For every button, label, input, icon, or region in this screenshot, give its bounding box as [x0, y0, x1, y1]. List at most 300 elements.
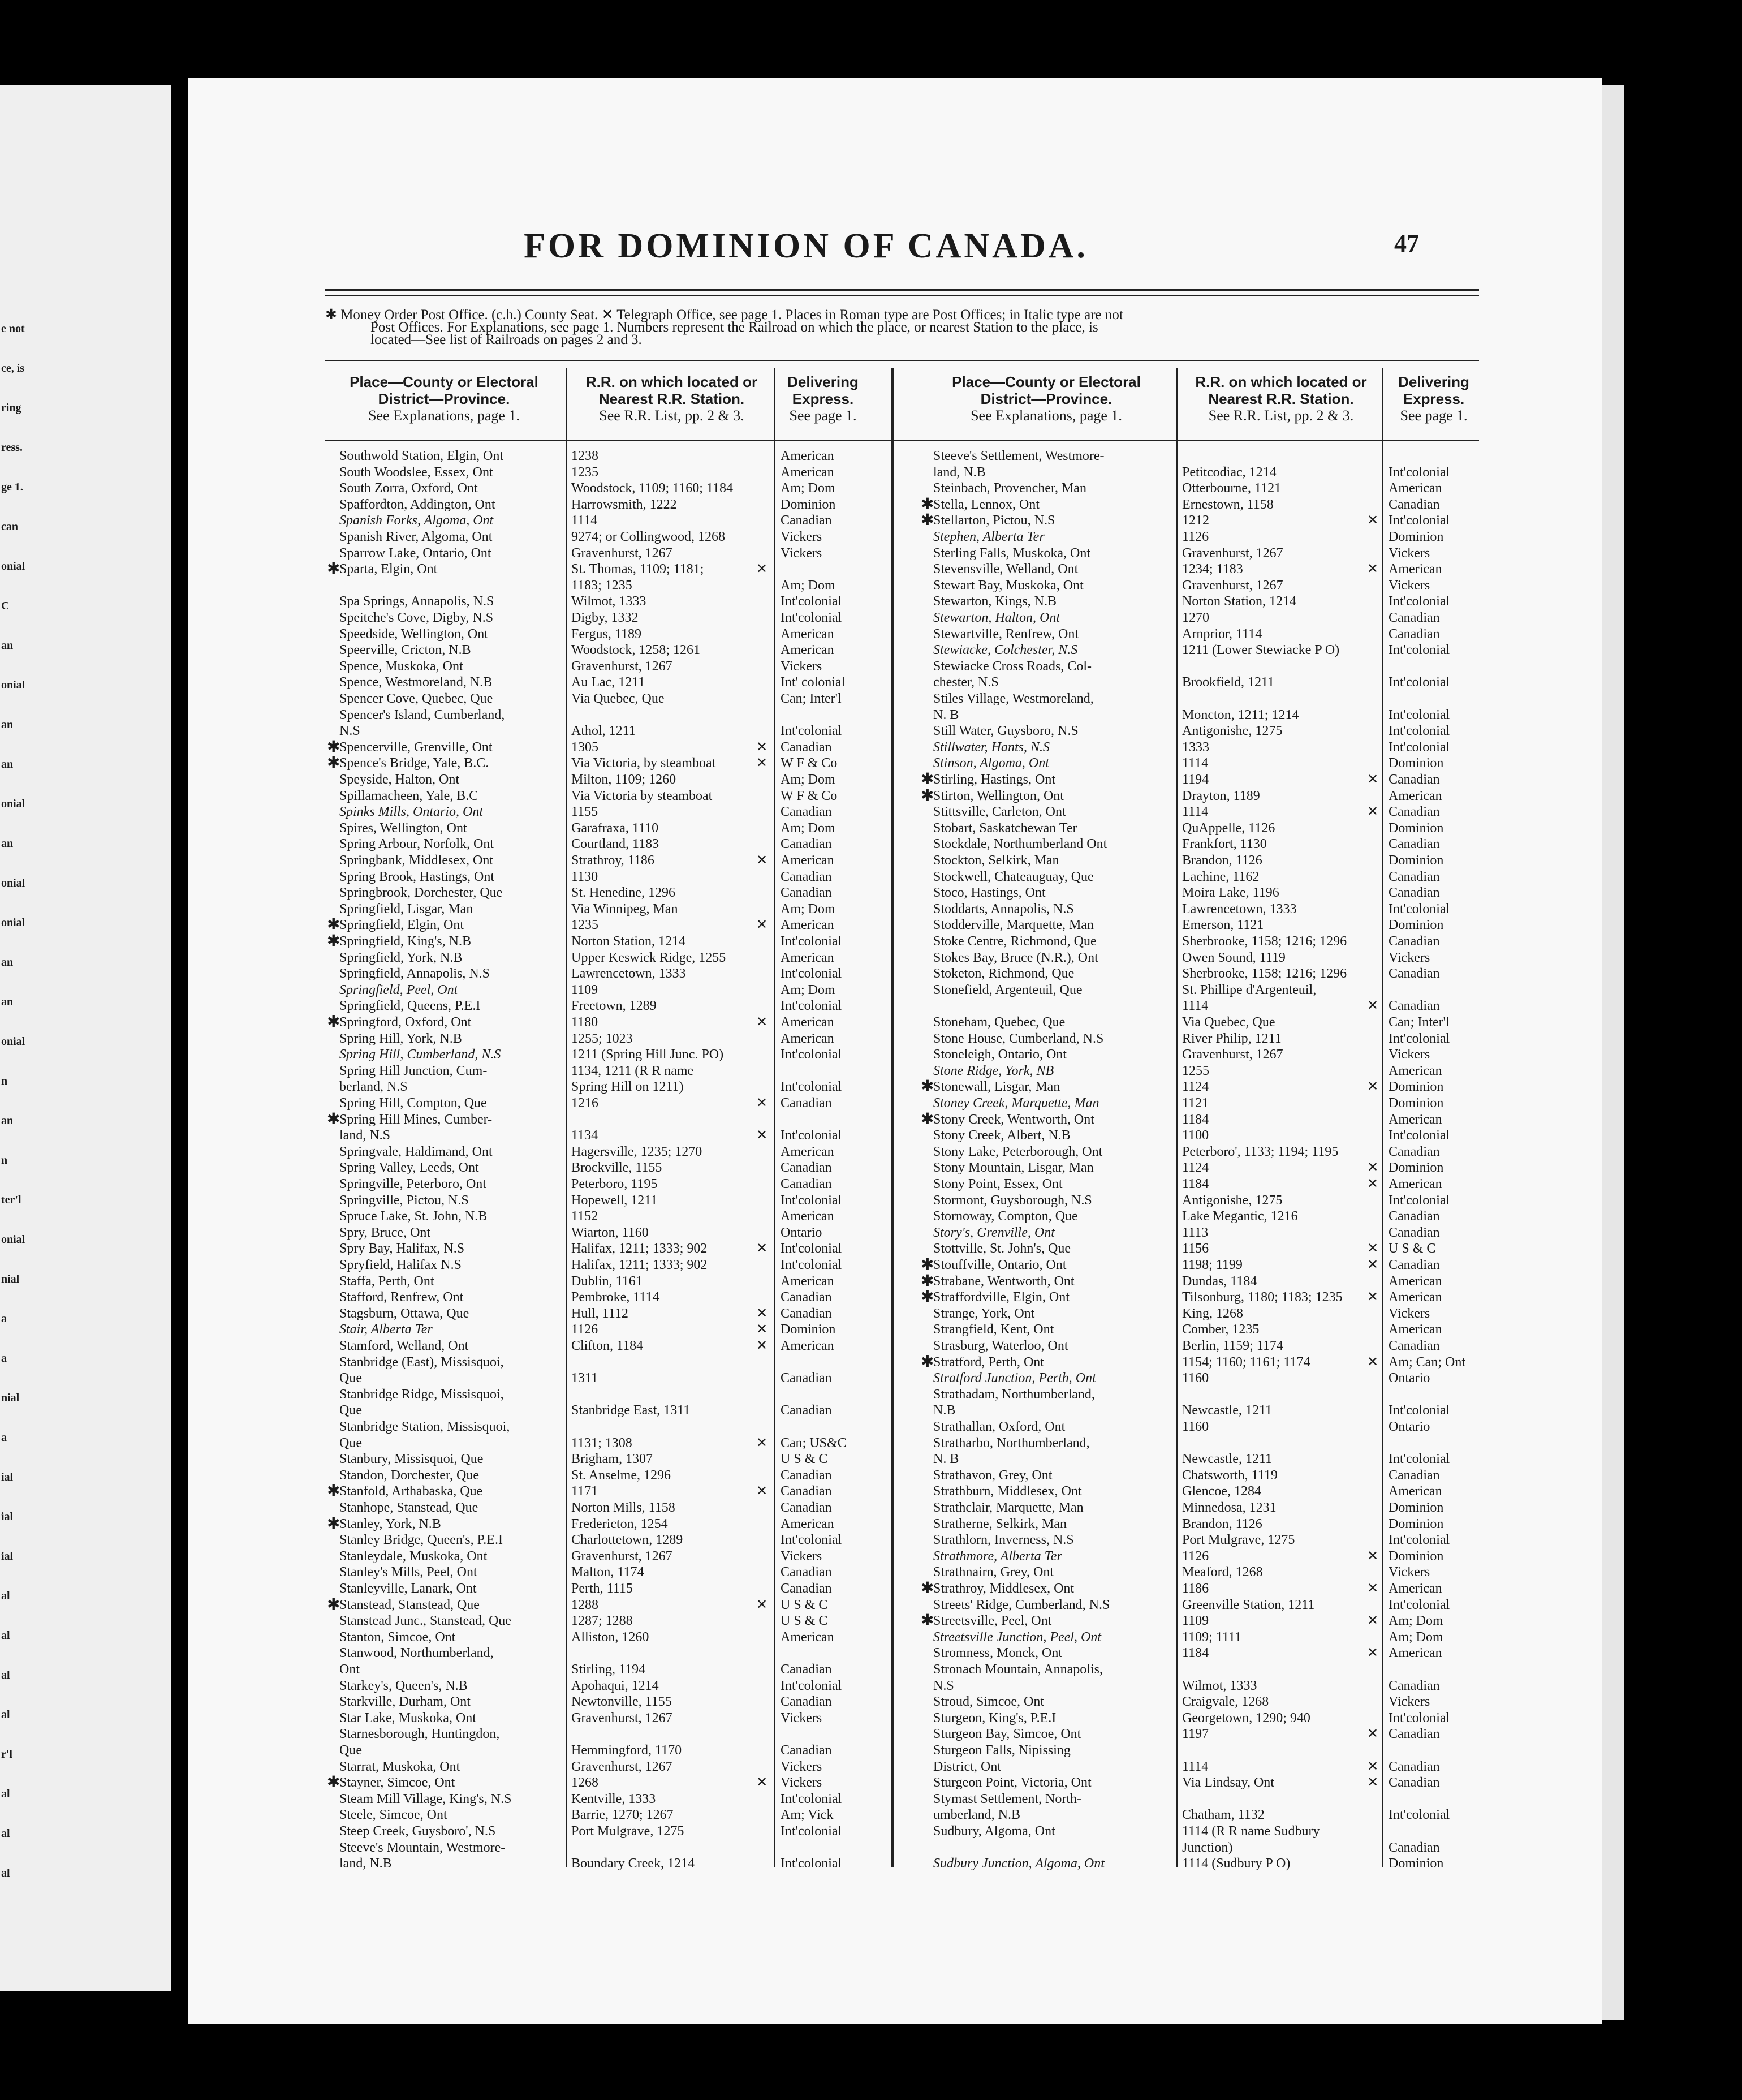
express-cell: Int'colonial: [781, 934, 842, 949]
express-cell: American: [781, 1209, 834, 1224]
table-row: [327, 1482, 879, 1500]
table-row: [327, 1595, 879, 1613]
express-cell: Canadian: [781, 1160, 832, 1176]
money-order-star-icon: ✱: [921, 511, 934, 530]
express-cell: American: [781, 1144, 834, 1159]
rr-cell: 1126: [571, 1322, 598, 1337]
express-cell: Dominion: [781, 497, 836, 512]
express-header-title: Delivering: [1398, 373, 1469, 390]
express-cell: Ontario: [1389, 1371, 1430, 1386]
right-express-header: [1386, 373, 1482, 424]
rr-cell: Hagersville, 1235; 1270: [571, 1144, 702, 1159]
telegraph-x-icon: ✕: [756, 1015, 768, 1030]
place-cell: N.S: [933, 1678, 954, 1693]
left-page-fragment: onial: [1, 560, 25, 573]
telegraph-x-icon: ✕: [1367, 1079, 1379, 1095]
left-rr-header: [568, 373, 775, 424]
place-cell: chester, N.S: [933, 675, 999, 690]
rr-cell: 1270: [1182, 610, 1209, 625]
place-cell: land, N.B: [339, 1856, 392, 1871]
legend: [325, 309, 1479, 346]
express-cell: Int' colonial: [781, 675, 846, 690]
place-cell: Spencerville, Grenville, Ont: [339, 739, 493, 755]
rr-cell: 1114 (Sudbury P O): [1182, 1856, 1291, 1871]
table-row: [921, 786, 1485, 804]
place-cell: Stoneleigh, Ontario, Ont: [933, 1047, 1067, 1062]
rr-cell: 1183; 1235: [571, 578, 632, 593]
express-cell: U S & C: [781, 1452, 828, 1467]
place-cell: Steeve's Mountain, Westmore-: [339, 1840, 506, 1855]
place-cell: Spring Hill, York, N.B: [339, 1031, 462, 1046]
place-cell: Spencer Cove, Quebec, Que: [339, 691, 493, 706]
rr-cell: Clifton, 1184: [571, 1339, 644, 1353]
place-cell: Stormont, Guysborough, N.S: [933, 1193, 1092, 1208]
rr-cell: 1160: [1182, 1419, 1209, 1434]
rr-cell: Gravenhurst, 1267: [571, 1548, 672, 1564]
place-cell: Spring Brook, Hastings, Ont: [339, 869, 495, 884]
telegraph-x-icon: ✕: [756, 1339, 768, 1353]
rr-cell: Newtonville, 1155: [571, 1694, 672, 1710]
left-page-fragment: al: [1, 1788, 10, 1800]
table-row: [933, 1193, 1485, 1208]
place-cell: Steinbach, Provencher, Man: [933, 481, 1086, 496]
place-cell: Springfield, Annapolis, N.S: [339, 966, 490, 982]
rr-cell: Chatham, 1132: [1182, 1808, 1265, 1823]
rr-cell: Port Mulgrave, 1275: [1182, 1533, 1295, 1548]
express-cell: Int'colonial: [1389, 1128, 1450, 1143]
telegraph-x-icon: ✕: [1367, 1759, 1379, 1774]
express-cell: Int'colonial: [781, 610, 842, 625]
express-cell: Canadian: [781, 1468, 832, 1483]
express-cell: Canadian: [781, 513, 832, 528]
rr-cell: 1152: [571, 1209, 598, 1224]
express-cell: Int'colonial: [1389, 643, 1450, 658]
left-page-fragment: r'l: [1, 1748, 12, 1761]
place-header-sub: See Explanations, page 1.: [971, 407, 1122, 424]
rr-cell: 1171: [571, 1484, 598, 1499]
left-page-fragment: a: [1, 1352, 7, 1365]
money-order-star-icon: ✱: [921, 786, 934, 804]
express-cell: Dominion: [1389, 1500, 1444, 1515]
rr-cell: Norton Station, 1214: [571, 934, 685, 949]
place-cell: Sudbury Junction, Algoma, Ont: [933, 1856, 1105, 1871]
rr-cell: Antigonishe, 1275: [1182, 724, 1283, 739]
table-row: [933, 1435, 1485, 1451]
table-row: [933, 1176, 1485, 1192]
table-row: [933, 642, 1485, 658]
rr-cell: 1134: [571, 1128, 598, 1143]
place-cell: Strange, York, Ont: [933, 1306, 1035, 1321]
telegraph-x-icon: ✕: [756, 1435, 768, 1451]
place-cell: Steam Mill Village, King's, N.S: [339, 1791, 512, 1806]
table-row: [933, 950, 1485, 966]
express-cell: Canadian: [781, 1581, 832, 1596]
rr-cell: King, 1268: [1182, 1306, 1243, 1321]
rr-cell: Wilmot, 1333: [1182, 1678, 1257, 1693]
table-row: [339, 1322, 879, 1337]
place-cell: Strathavon, Grey, Ont: [933, 1468, 1053, 1483]
express-cell: American: [1389, 1063, 1442, 1078]
table-row: [921, 1288, 1485, 1306]
express-cell: W F & Co: [781, 756, 838, 771]
rr-cell: Via Victoria, by steamboat: [571, 756, 716, 771]
express-cell: Canadian: [1389, 1775, 1440, 1791]
money-order-star-icon: ✱: [327, 1514, 340, 1533]
rr-cell: Gravenhurst, 1267: [571, 545, 672, 561]
table-row: [339, 1629, 879, 1645]
place-cell: Sturgeon Falls, Nipissing: [933, 1743, 1071, 1758]
legend-line-2: Post Offices. For Explanations, see page 1. Numbers represent the Railroad on which the place, or nearest Station to the place, is: [370, 320, 1098, 335]
express-cell: Int'colonial: [1389, 464, 1450, 480]
table-row: [933, 1807, 1485, 1823]
express-cell: Canadian: [781, 885, 832, 901]
left-page-fragment: al: [1, 1669, 10, 1681]
express-cell: Vickers: [1389, 1565, 1430, 1580]
table-row: [933, 885, 1485, 901]
legend-line-1: ✱ Money Order Post Office. (c.h.) County Seat. ✕ Telegraph Office, see page 1. Places in Roman type are Post Offices; in Italic type are not: [325, 307, 1123, 322]
table-row: [933, 1063, 1485, 1079]
express-cell: Am; Dom: [781, 901, 835, 916]
table-row: [339, 578, 879, 593]
table-row: [921, 771, 1485, 788]
table-row: [921, 1612, 1485, 1630]
table-row: [339, 1241, 879, 1256]
table-row: [339, 982, 879, 998]
rr-cell: Tilsonburg, 1180; 1183; 1235: [1182, 1290, 1343, 1305]
express-cell: Vickers: [1389, 1694, 1430, 1710]
table-row: [933, 1710, 1485, 1726]
table-row: [339, 820, 879, 836]
place-cell: Stanhope, Stanstead, Que: [339, 1500, 478, 1515]
table-row: [339, 901, 879, 917]
table-row: [933, 1856, 1485, 1871]
table-row: [327, 1514, 879, 1533]
table-row: [339, 1095, 879, 1111]
place-cell: Spence, Muskoka, Ont: [339, 659, 463, 674]
left-page-fragment: an: [1, 996, 14, 1008]
place-cell: Stittsville, Carleton, Ont: [933, 804, 1066, 820]
express-cell: Canadian: [1389, 999, 1440, 1014]
rr-cell: 1114: [1182, 1759, 1209, 1774]
table-row: [933, 739, 1485, 755]
rr-cell: Peterboro', 1133; 1194; 1195: [1182, 1144, 1339, 1159]
express-cell: American: [781, 1273, 834, 1289]
rr-cell: Moncton, 1211; 1214: [1182, 707, 1299, 722]
express-cell: Canadian: [781, 1371, 832, 1386]
express-cell: American: [781, 1031, 834, 1046]
rr-cell: Freetown, 1289: [571, 999, 657, 1014]
place-cell: District, Ont: [933, 1759, 1001, 1774]
place-cell: Stratford, Perth, Ont: [933, 1354, 1044, 1370]
express-cell: Canadian: [1389, 966, 1440, 982]
rr-cell: 1305: [571, 739, 598, 755]
table-row: [933, 1678, 1485, 1694]
left-page-fragment: onial: [1, 916, 25, 929]
place-cell: Stockton, Selkirk, Man: [933, 853, 1059, 868]
place-cell: Speerville, Cricton, N.B: [339, 643, 471, 658]
rr-cell: 1114: [1182, 756, 1209, 771]
place-cell: Stanleydale, Muskoka, Ont: [339, 1548, 488, 1564]
place-cell: Speyside, Halton, Ont: [339, 772, 459, 787]
telegraph-x-icon: ✕: [756, 562, 768, 577]
table-row: [933, 1823, 1485, 1839]
money-order-star-icon: ✱: [327, 932, 340, 950]
table-row: [933, 1402, 1485, 1418]
left-page-fragment: can: [1, 520, 18, 533]
express-cell: American: [1389, 788, 1442, 803]
express-cell: Vickers: [781, 1759, 822, 1774]
rr-cell: 1126: [1182, 530, 1209, 544]
express-cell: Canadian: [781, 1694, 832, 1710]
rr-header-title: R.R. on which located or: [585, 373, 758, 390]
rr-cell: Garafraxa, 1110: [571, 820, 659, 836]
place-cell: Springville, Peterboro, Ont: [339, 1177, 486, 1191]
express-cell: Int'colonial: [1389, 1710, 1450, 1725]
rr-cell: Stanbridge East, 1311: [571, 1403, 691, 1418]
place-cell: Spa Springs, Annapolis, N.S: [339, 594, 494, 609]
rr-cell: 1235: [571, 464, 598, 480]
table-row: [921, 495, 1485, 513]
place-cell: Stodderville, Marquette, Man: [933, 918, 1094, 933]
express-cell: Canadian: [1389, 1144, 1440, 1159]
place-cell: Strathnairn, Grey, Ont: [933, 1565, 1054, 1580]
rr-cell: Georgetown, 1290; 940: [1182, 1710, 1310, 1725]
place-cell: Stouffville, Ontario, Ont: [933, 1258, 1067, 1272]
rr-cell: 1235: [571, 918, 598, 933]
place-cell: Stone House, Cumberland, N.S: [933, 1031, 1104, 1046]
place-cell: Sturgeon Bay, Simcoe, Ont: [933, 1727, 1081, 1742]
table-row: [327, 1110, 879, 1128]
place-cell: Springford, Oxford, Ont: [339, 1015, 472, 1030]
rr-cell: Ernestown, 1158: [1182, 497, 1274, 512]
left-page-fragment: al: [1, 1629, 10, 1642]
table-row: [339, 464, 879, 480]
place-cell: Springbrook, Dorchester, Que: [339, 885, 503, 901]
telegraph-x-icon: ✕: [756, 1322, 768, 1337]
rr-cell: Dundas, 1184: [1182, 1273, 1257, 1289]
rr-cell: 1268: [571, 1775, 598, 1791]
express-cell: Canadian: [1389, 1258, 1440, 1272]
express-cell: Int'colonial: [1389, 1403, 1450, 1418]
place-cell: Strathadam, Northumberland,: [933, 1387, 1095, 1402]
express-cell: Int'colonial: [781, 1856, 842, 1871]
place-cell: Sturgeon Point, Victoria, Ont: [933, 1775, 1092, 1791]
table-row: [933, 1419, 1485, 1435]
telegraph-x-icon: ✕: [756, 1775, 768, 1791]
table-row: [339, 529, 879, 545]
table-row: [933, 869, 1485, 885]
table-row: [933, 1031, 1485, 1047]
express-cell: American: [781, 464, 834, 480]
place-cell: Springfield, Peel, Ont: [339, 982, 458, 997]
express-cell: Canadian: [781, 1743, 832, 1758]
table-row: [339, 707, 879, 723]
left-page-fragment: n: [1, 1075, 8, 1087]
place-cell: Stone Ridge, York, NB: [933, 1063, 1054, 1078]
rr-cell: St. Anselme, 1296: [571, 1468, 671, 1483]
telegraph-x-icon: ✕: [1367, 1160, 1379, 1176]
table-row: [339, 1564, 879, 1580]
express-cell: Canadian: [781, 837, 832, 852]
place-cell: Stanfold, Arthabaska, Que: [339, 1484, 483, 1499]
rr-cell: 1114: [571, 513, 598, 528]
express-cell: Am; Vick: [781, 1808, 834, 1823]
money-order-star-icon: ✱: [921, 771, 934, 788]
express-cell: Int'colonial: [781, 1193, 842, 1208]
table-row: [933, 917, 1485, 933]
table-row: [933, 820, 1485, 836]
rr-cell: 1211 (Lower Stewiacke P O): [1182, 643, 1340, 658]
table-row: [933, 1500, 1485, 1516]
express-cell: American: [781, 1015, 834, 1030]
left-page-fragment: nial: [1, 1273, 20, 1285]
table-row: [339, 1338, 879, 1354]
money-order-star-icon: ✱: [327, 1482, 340, 1500]
express-cell: American: [1389, 1581, 1442, 1596]
money-order-star-icon: ✱: [921, 495, 934, 513]
table-row: [933, 1662, 1485, 1677]
table-row: [339, 1742, 879, 1758]
table-row: [933, 1047, 1485, 1062]
rr-cell: Stirling, 1194: [571, 1662, 646, 1677]
express-cell: Vickers: [1389, 1306, 1430, 1321]
express-cell: American: [1389, 1290, 1442, 1305]
table-row: [339, 788, 879, 804]
rr-cell: Alliston, 1260: [571, 1629, 649, 1645]
rr-cell: 1114 (R R name Sudbury: [1182, 1824, 1320, 1839]
rr-cell: Meaford, 1268: [1182, 1565, 1263, 1580]
rr-cell: 1100: [1182, 1128, 1209, 1143]
rr-cell: Wiarton, 1160: [571, 1225, 649, 1240]
place-cell: Sparta, Elgin, Ont: [339, 562, 438, 577]
place-cell: Stanstead Junc., Stanstead, Que: [339, 1613, 511, 1629]
left-page-fragment: onial: [1, 877, 25, 889]
place-cell: Starkville, Durham, Ont: [339, 1694, 471, 1710]
table-row: [933, 448, 1485, 464]
table-row: [933, 464, 1485, 480]
place-cell: Stonefield, Argenteuil, Que: [933, 982, 1083, 997]
table-row: [339, 610, 879, 626]
express-cell: Int'colonial: [1389, 1031, 1450, 1046]
header-rule-thin: [325, 295, 1479, 296]
express-cell: Am; Dom: [781, 982, 835, 997]
place-cell: Stanton, Simcoe, Ont: [339, 1629, 456, 1645]
place-cell: Springville, Pictou, N.S: [339, 1193, 469, 1208]
table-row: [327, 932, 879, 950]
place-cell: Spence's Bridge, Yale, B.C.: [339, 756, 489, 771]
rr-cell: 9274; or Collingwood, 1268: [571, 530, 726, 544]
place-cell: Speedside, Wellington, Ont: [339, 626, 488, 642]
table-row: [339, 1193, 879, 1208]
left-page-fragment: e not: [1, 322, 25, 335]
place-cell: Stevensville, Welland, Ont: [933, 562, 1079, 577]
express-cell: Canadian: [1389, 497, 1440, 512]
express-cell: Int'colonial: [781, 1678, 842, 1693]
place-cell: Spencer's Island, Cumberland,: [339, 707, 505, 722]
place-cell: Steep Creek, Guysboro', N.S: [339, 1824, 496, 1839]
place-cell: Starnesborough, Huntingdon,: [339, 1727, 500, 1742]
place-cell: Que: [339, 1743, 362, 1758]
money-order-star-icon: ✱: [921, 1288, 934, 1306]
place-cell: Strasburg, Waterloo, Ont: [933, 1339, 1068, 1353]
telegraph-x-icon: ✕: [1367, 804, 1379, 820]
rr-cell: Kentville, 1333: [571, 1791, 656, 1806]
left-express-header: [778, 373, 868, 424]
table-row: [933, 836, 1485, 852]
express-cell: American: [781, 853, 834, 868]
table-row: [933, 1791, 1485, 1807]
express-cell: Vickers: [781, 659, 822, 674]
table-row: [339, 1387, 879, 1402]
table-row: [339, 1840, 879, 1856]
place-cell: Strabane, Wentworth, Ont: [933, 1273, 1075, 1289]
left-page-fragment: al: [1, 1827, 10, 1840]
place-cell: Stewarton, Kings, N.B: [933, 594, 1057, 609]
express-cell: Vickers: [1389, 1047, 1430, 1062]
express-cell: Canadian: [1389, 1840, 1440, 1855]
rr-cell: Via Lindsay, Ont: [1182, 1775, 1274, 1791]
express-cell: Dominion: [1389, 530, 1444, 544]
express-cell: Canadian: [781, 1306, 832, 1321]
left-page-fragment: a: [1, 1312, 7, 1325]
rr-cell: 1211 (Spring Hill Junc. PO): [571, 1047, 724, 1062]
left-page-fragment: a: [1, 1431, 7, 1444]
money-order-star-icon: ✱: [327, 1013, 340, 1031]
place-cell: Stirton, Wellington, Ont: [933, 788, 1064, 803]
express-cell: Canadian: [781, 1500, 832, 1515]
place-header-title: Place—County or Electoral: [952, 373, 1141, 390]
table-row: [933, 1840, 1485, 1856]
place-cell: Speitche's Cove, Digby, N.S: [339, 610, 494, 625]
express-cell: Dominion: [1389, 756, 1444, 771]
place-cell: Stratherne, Selkirk, Man: [933, 1516, 1067, 1531]
express-cell: Canadian: [1389, 869, 1440, 884]
table-row: [933, 545, 1485, 561]
express-cell: Canadian: [781, 1096, 832, 1111]
rr-cell: Gravenhurst, 1267: [571, 1759, 672, 1774]
table-divider: [891, 368, 894, 1867]
table-row: [339, 1063, 879, 1079]
rr-cell: Arnprior, 1114: [1182, 626, 1262, 642]
place-cell: Stokes Bay, Bruce (N.R.), Ont: [933, 950, 1098, 965]
rr-cell: Gravenhurst, 1267: [1182, 578, 1283, 593]
place-cell: Stony Point, Essex, Ont: [933, 1177, 1063, 1191]
express-cell: Int'colonial: [781, 1128, 842, 1143]
place-cell: Strathburn, Middlesex, Ont: [933, 1484, 1082, 1499]
place-cell: Springfield, York, N.B: [339, 950, 463, 965]
rr-cell: Harrowsmith, 1222: [571, 497, 677, 512]
express-cell: Int'colonial: [1389, 594, 1450, 609]
rr-cell: Lawrencetown, 1333: [571, 966, 686, 982]
rr-cell: Glencoe, 1284: [1182, 1484, 1261, 1499]
table-row: [933, 1629, 1485, 1645]
place-cell: Spanish Forks, Algoma, Ont: [339, 513, 494, 528]
left-place-header: [325, 373, 563, 424]
express-cell: American: [781, 918, 834, 933]
table-row: [933, 1597, 1485, 1613]
express-cell: Canadian: [781, 804, 832, 820]
place-cell: South Woodslee, Essex, Ont: [339, 464, 493, 480]
place-cell: Spring Hill, Cumberland, N.S: [339, 1047, 501, 1062]
express-cell: Int'colonial: [1389, 724, 1450, 739]
place-cell: Sparrow Lake, Ontario, Ont: [339, 545, 491, 561]
place-cell: Springbank, Middlesex, Ont: [339, 853, 493, 868]
express-cell: Vickers: [781, 1548, 822, 1564]
rr-cell: Spring Hill on 1211): [571, 1079, 684, 1095]
table-row: [339, 966, 879, 982]
place-cell: Stonewall, Lisgar, Man: [933, 1079, 1060, 1095]
table-row: [339, 950, 879, 966]
